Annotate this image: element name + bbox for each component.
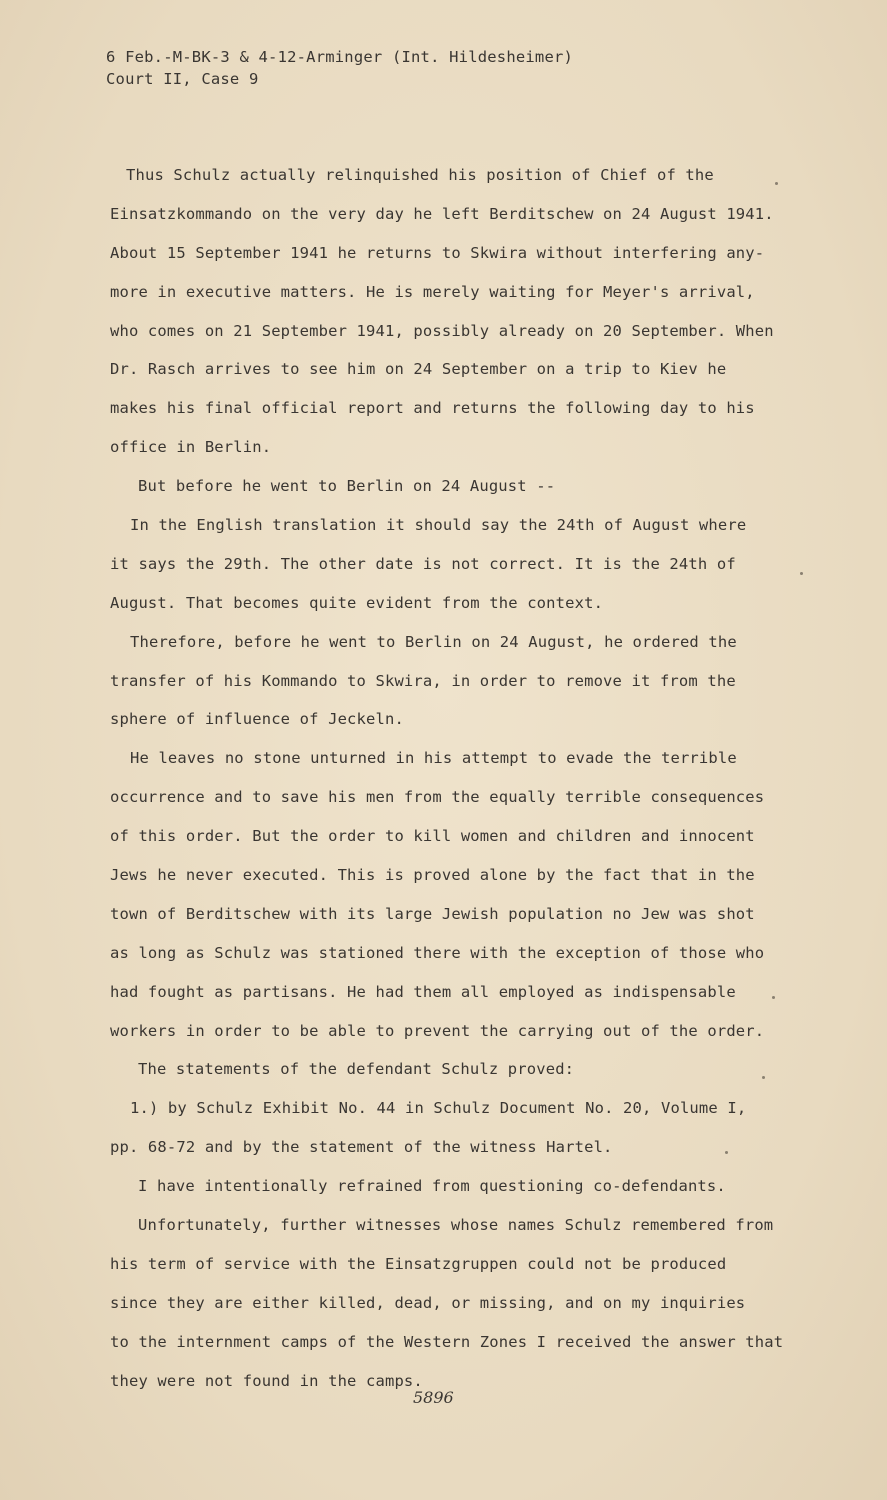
text-line: town of Berditschew with its large Jewish population no Jew was shot (110, 904, 755, 923)
text-line: it says the 29th. The other date is not correct. It is the 24th of (110, 554, 736, 573)
text-line: About 15 September 1941 he returns to Skwira without interfering any- (110, 243, 765, 262)
paper-speck (772, 996, 775, 999)
text-line: Einsatzkommando on the very day he left Berditschew on 24 August 1941. (110, 204, 774, 223)
text-line: Therefore, before he went to Berlin on 24 August, he ordered the (130, 632, 737, 651)
text-line: of this order. But the order to kill women and children and innocent (110, 827, 755, 846)
paper-speck (800, 572, 803, 575)
text-line: to the internment camps of the Western Zones I received the answer that (110, 1332, 784, 1351)
text-line: makes his final official report and returns the following day to his (110, 399, 755, 418)
text-line: sphere of influence of Jeckeln. (110, 710, 404, 729)
text-line: his term of service with the Einsatzgruppen could not be produced (110, 1254, 727, 1273)
paper-speck (775, 182, 778, 185)
text-line: office in Berlin. (110, 438, 272, 457)
text-line: had fought as partisans. He had them all employed as indispensable (110, 982, 736, 1001)
text-line: The statements of the defendant Schulz proved: (138, 1060, 575, 1079)
document-header (106, 46, 573, 90)
text-line: more in executive matters. He is merely waiting for Meyer's arrival, (110, 282, 755, 301)
text-line: Thus Schulz actually relinquished his position of Chief of the (126, 166, 714, 184)
text-line: Jews he never executed. This is proved alone by the fact that in the (110, 866, 755, 885)
text-line: He leaves no stone unturned in his attempt to evade the terrible (130, 749, 737, 768)
header-line-1: 6 Feb.-M-BK-3 & 4-12-Arminger (Int. Hildesheimer) (106, 48, 574, 66)
text-line: 1.) by Schulz Exhibit No. 44 in Schulz Document No. 20, Volume I, (130, 1099, 747, 1118)
text-line: In the English translation it should say the 24th of August where (130, 516, 747, 535)
text-line: transfer of his Kommando to Skwira, in order to remove it from the (110, 671, 736, 690)
text-line: as long as Schulz was stationed there with the exception of those who (110, 943, 765, 962)
text-line: occurrence and to save his men from the equally terrible consequences (110, 788, 765, 807)
text-line: August. That becomes quite evident from the context. (110, 593, 604, 612)
text-line: who comes on 21 September 1941, possibly already on 20 September. When (110, 321, 774, 340)
text-line: I have intentionally refrained from questioning co-defendants. (138, 1177, 726, 1196)
text-line: workers in order to be able to prevent the carrying out of the order. (110, 1021, 765, 1040)
text-line: they were not found in the camps. (110, 1371, 423, 1390)
text-line: But before he went to Berlin on 24 August -- (138, 477, 556, 496)
text-line: Dr. Rasch arrives to see him on 24 September on a trip to Kiev he (110, 360, 727, 379)
header-line-2: Court II, Case 9 (106, 70, 259, 88)
page-number: 5896 (413, 1388, 454, 1407)
text-line: since they are either killed, dead, or missing, and on my inquiries (110, 1293, 746, 1312)
paper-speck (725, 1151, 728, 1154)
text-line: pp. 68-72 and by the statement of the witness Hartel. (110, 1138, 613, 1157)
text-line: Unfortunately, further witnesses whose names Schulz remembered from (138, 1216, 774, 1235)
paper-speck (762, 1076, 765, 1079)
document-body (110, 156, 810, 1401)
